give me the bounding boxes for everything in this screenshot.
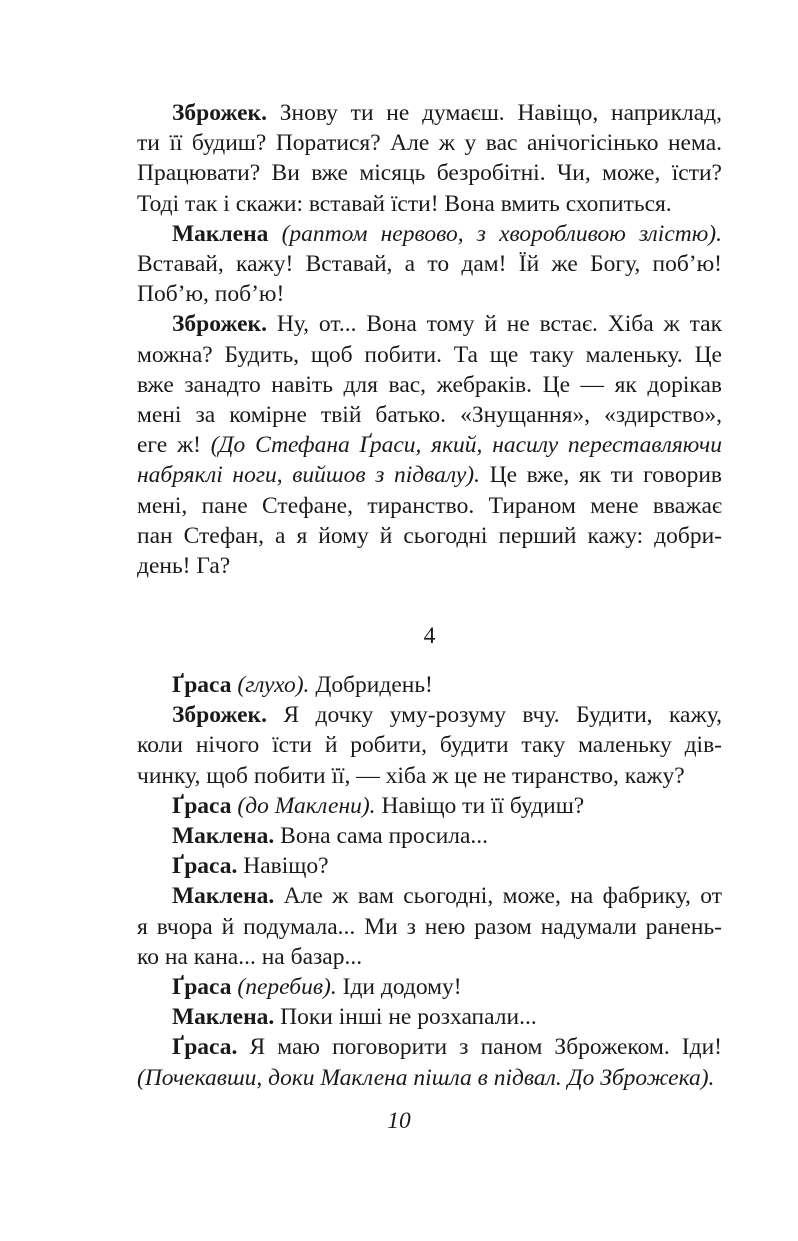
- text-line: [137, 972, 722, 1002]
- text-line: [137, 881, 722, 911]
- text-line: [137, 430, 722, 460]
- stage-direction: (глухо).: [237, 672, 310, 698]
- line-text: Навіщо?: [237, 853, 329, 880]
- line-text: мені за комірне твій батько. «Знущання», «здирство»,: [137, 402, 722, 429]
- line-text: Я дочку уму-розуму вчу. Будити, кажу,: [266, 702, 722, 729]
- text-line: [137, 249, 722, 279]
- scene-3-text: [137, 98, 722, 581]
- text-line: [137, 309, 722, 339]
- text-line: [137, 670, 722, 700]
- text-line: [137, 219, 722, 249]
- line-text: Добридень!: [309, 672, 433, 698]
- speaker-name: Ґраса: [172, 672, 232, 698]
- line-text: ти її будиш? Поратися? Але ж у вас анічогісінько нема.: [137, 130, 722, 157]
- stage-direction: набряклі ноги, вийшов з підвалу).: [137, 462, 480, 489]
- line-text: Ну, от... Вона тому й не встає. Хіба ж так: [266, 311, 722, 338]
- speaker-name: Ґраса.: [172, 853, 238, 880]
- speaker-name: Маклена.: [172, 1004, 275, 1031]
- scene-4-text: [137, 670, 722, 1093]
- line-text: Поб’ю, поб’ю!: [137, 281, 285, 308]
- speaker-name: Ґраса.: [172, 1034, 238, 1061]
- stage-direction: (Почекавши, доки Маклена пішла в підвал. До Зброжека).: [137, 1064, 715, 1091]
- text-line: [137, 158, 722, 188]
- dialogue-paragraph: [137, 1032, 722, 1092]
- line-text: Поки інші не розхапали...: [274, 1004, 537, 1031]
- text-line: [137, 279, 722, 309]
- page-number: 10: [387, 1108, 411, 1134]
- line-text: день! Га?: [137, 553, 231, 580]
- dialogue-paragraph: [137, 700, 722, 791]
- dialogue-paragraph: [137, 791, 722, 821]
- dialogue-paragraph: [137, 881, 722, 972]
- dialogue-paragraph: [137, 821, 722, 851]
- text-line: [137, 791, 722, 821]
- line-text: вже занадто навіть для вас, жебраків. Це — як дорікав: [137, 371, 722, 398]
- text-line: [137, 761, 722, 791]
- text-line: [137, 340, 722, 370]
- text-line: [137, 912, 722, 942]
- line-text: коли нічого їсти й робити, будити таку маленьку дів-: [137, 732, 722, 759]
- line-text: Вона сама просила...: [274, 823, 489, 850]
- line-text: Я маю поговорити з паном Зброжеком. Іди!: [237, 1034, 722, 1061]
- dialogue-paragraph: [137, 219, 722, 310]
- stage-direction: (раптом нервово, з хворобливою злістю).: [281, 220, 723, 247]
- speaker-name: Ґраса: [172, 974, 232, 1001]
- line-text: Але ж вам сьогодні, може, на фабрику, от: [274, 883, 722, 910]
- line-text: Іди додому!: [336, 974, 462, 1001]
- text-line: [137, 700, 722, 730]
- scene-number: 4: [423, 623, 436, 649]
- line-text: [268, 221, 281, 247]
- stage-direction: (перебив).: [237, 974, 337, 1001]
- line-text: можна? Будить, щоб побити. Та ще таку маленьку. Це: [137, 341, 722, 368]
- text-line: [137, 1032, 722, 1062]
- stage-direction: (До Стефана Ґраси, який, насилу переставляючи: [210, 432, 722, 459]
- line-text: ко на кана... на базар...: [137, 943, 363, 970]
- speaker-name: Зброжек.: [172, 100, 267, 126]
- text-line: [137, 491, 722, 521]
- dialogue-paragraph: [137, 851, 722, 881]
- speaker-name: Маклена: [172, 220, 269, 247]
- line-text: Вставай, кажу! Вставай, а то дам! Їй же Богу, поб’ю!: [137, 251, 722, 278]
- line-text: мені, пане Стефане, тиранство. Тираном мене вважає: [137, 492, 722, 519]
- text-line: [137, 730, 722, 760]
- text-line: [137, 370, 722, 400]
- text-line: [137, 521, 722, 551]
- line-text: Тоді так і скажи: вставай їсти! Вона вмить схопиться.: [137, 190, 672, 217]
- text-line: [137, 851, 722, 881]
- line-text: чинку, щоб побити її, — хіба ж це не тиранство, кажу?: [137, 762, 685, 789]
- text-line: [137, 400, 722, 430]
- line-text: Навіщо ти її будиш?: [375, 792, 585, 819]
- text-line: [137, 1063, 722, 1093]
- speaker-name: Ґраса: [172, 792, 232, 819]
- speaker-name: Зброжек.: [172, 702, 267, 729]
- line-text: Працювати? Ви вже місяць безробітні. Чи, може, їсти?: [137, 160, 722, 187]
- text-line: [137, 98, 722, 128]
- speaker-name: Маклена.: [172, 823, 275, 850]
- text-line: [137, 551, 722, 581]
- dialogue-paragraph: [137, 1002, 722, 1032]
- line-text: Це вже, як ти говорив: [480, 462, 722, 489]
- speaker-name: Маклена.: [172, 883, 275, 910]
- speaker-name: Зброжек.: [172, 311, 267, 338]
- text-line: [137, 189, 722, 219]
- text-line: [137, 1002, 722, 1032]
- page-body: [137, 98, 723, 1091]
- dialogue-paragraph: [137, 972, 722, 1002]
- dialogue-paragraph: [137, 670, 722, 700]
- text-line: [137, 942, 722, 972]
- line-text: еге ж!: [137, 432, 211, 459]
- line-text: Знову ти не думаєш. Навіщо, наприклад,: [266, 100, 722, 126]
- stage-direction: (до Маклени).: [237, 792, 376, 819]
- text-line: [137, 821, 722, 851]
- dialogue-paragraph: [137, 98, 722, 219]
- line-text: я вчора й подумала... Ми з нею разом надумали ранень-: [137, 913, 722, 940]
- text-line: [137, 460, 722, 490]
- line-text: пан Стефан, а я йому й сьогодні перший кажу: добри-: [137, 522, 722, 549]
- text-line: [137, 128, 722, 158]
- dialogue-paragraph: [137, 309, 722, 581]
